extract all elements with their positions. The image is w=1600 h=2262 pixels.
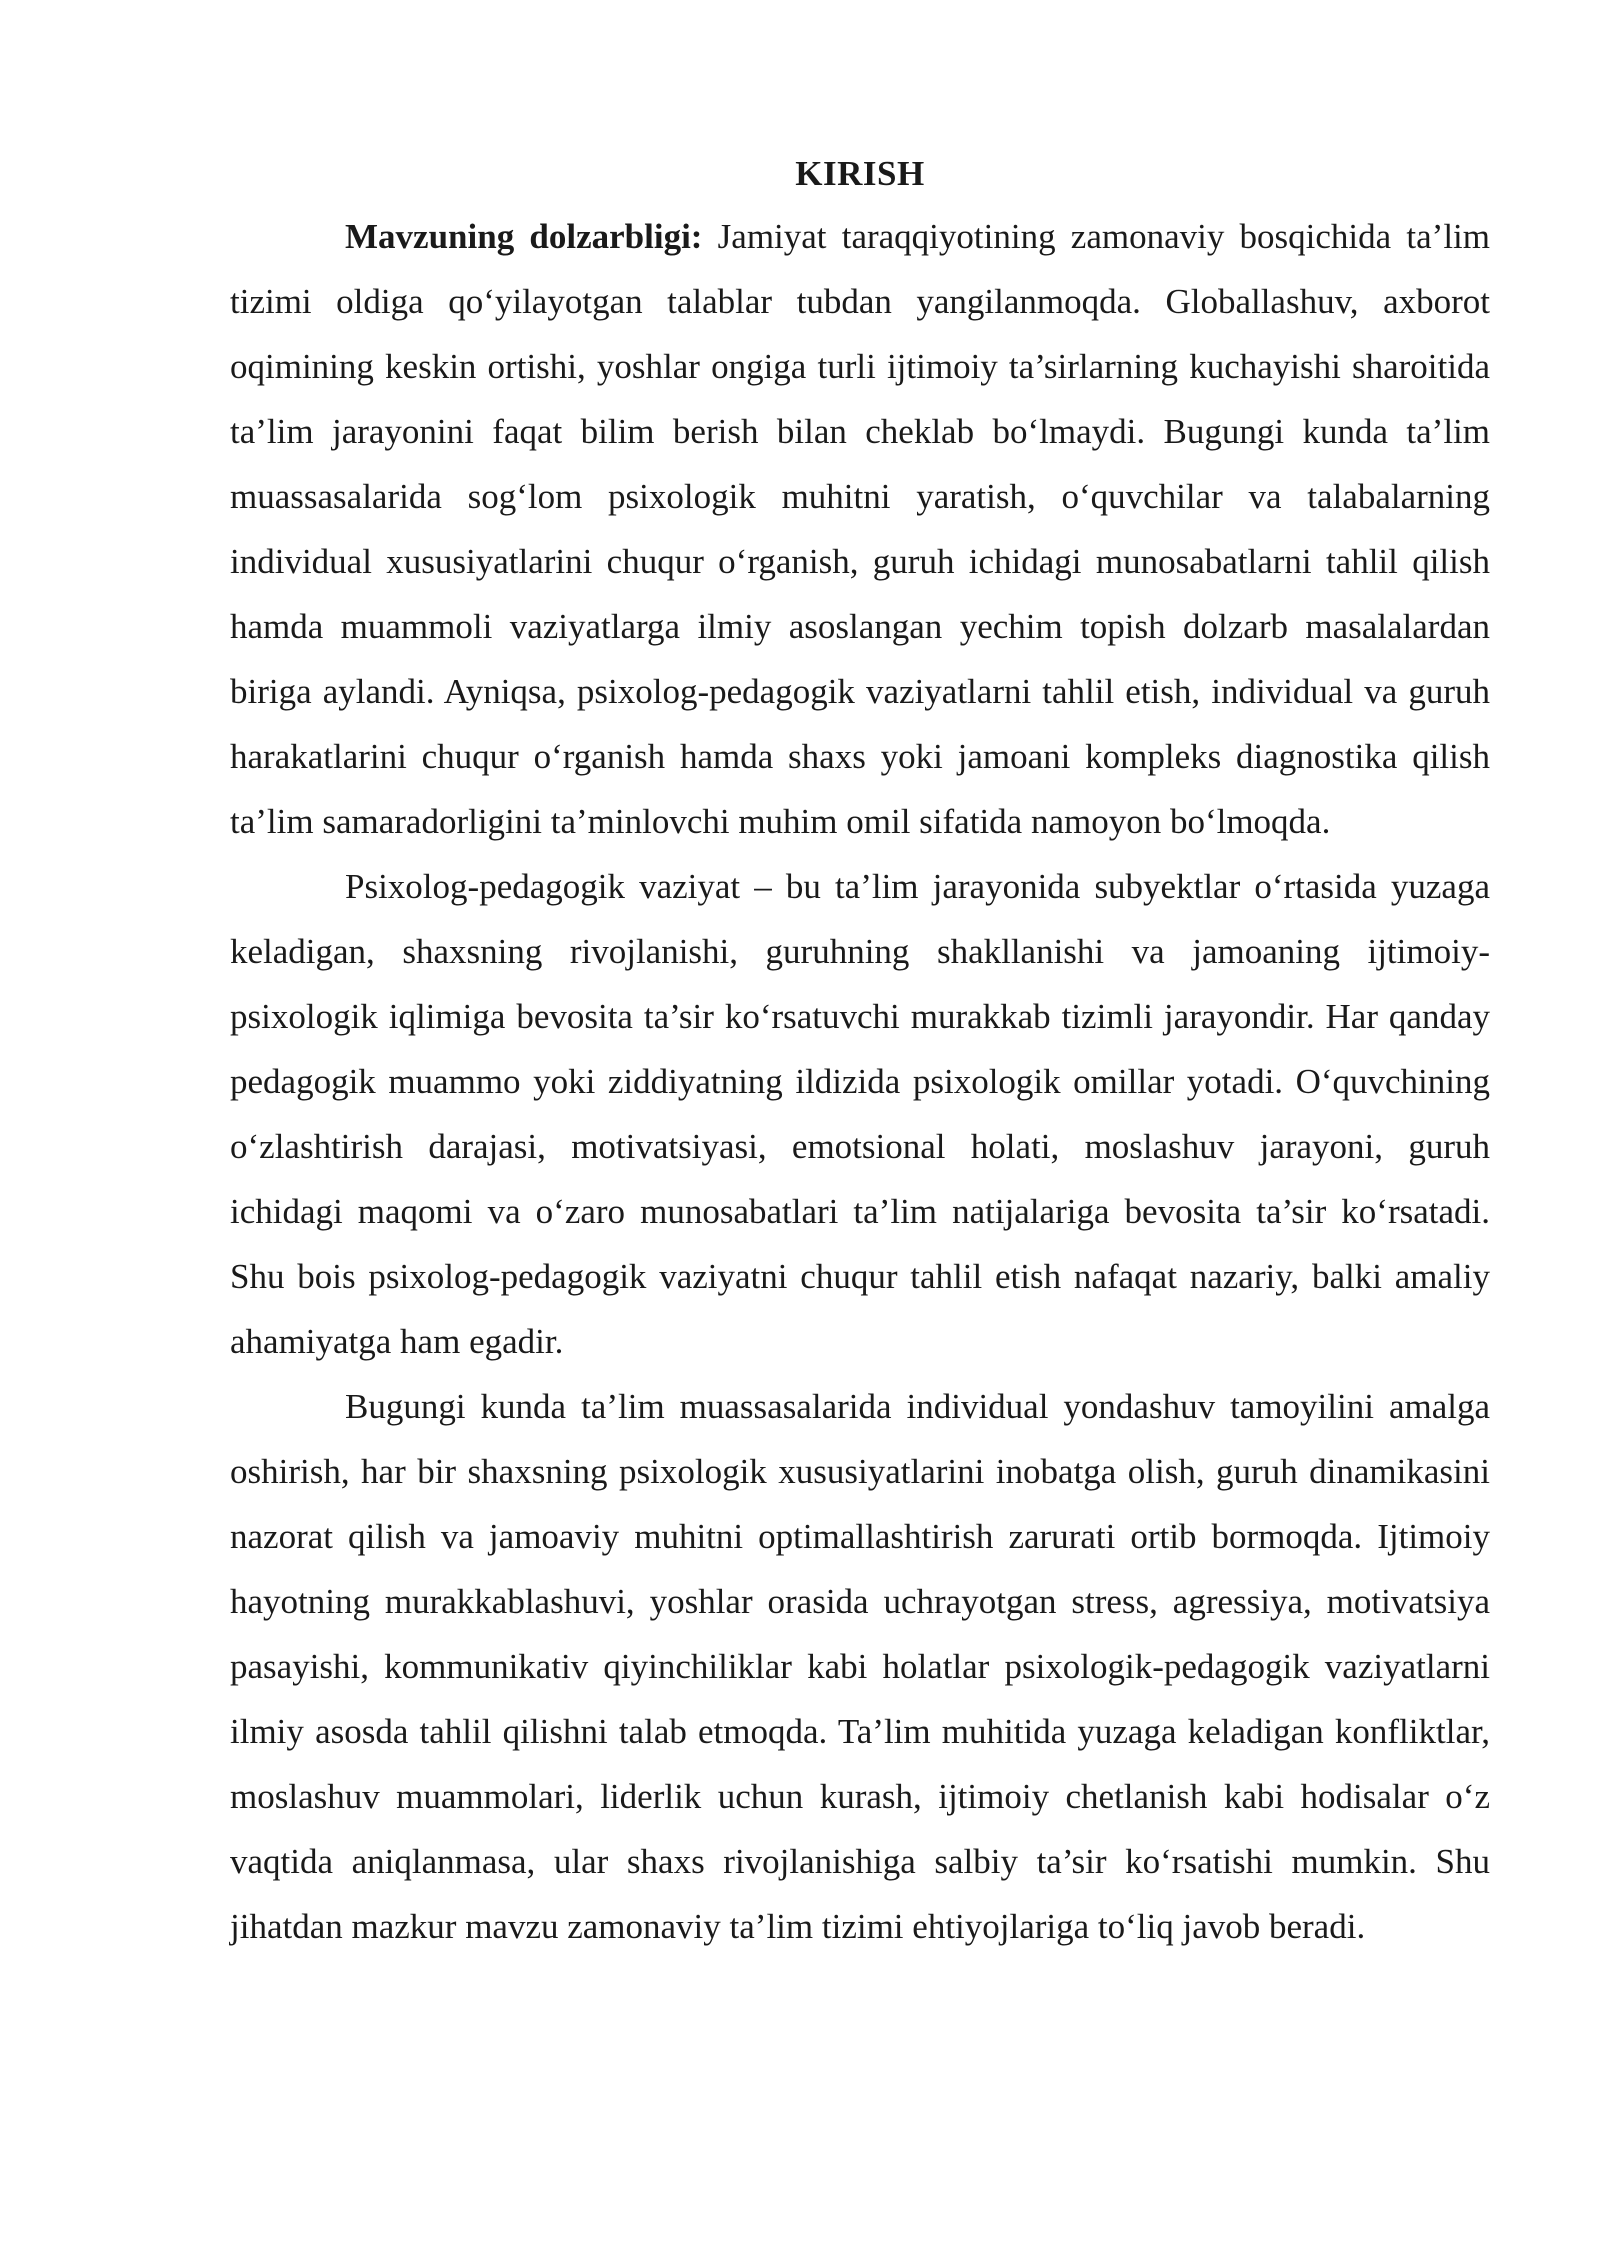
paragraph-text: Psixolog-pedagogik vaziyat – bu ta’lim jarayonida subyektlar o‘rtasida yuzaga keladigan, shaxsning rivojlanishi, guruhning shakllanishi va jamoaning ijtimoiy-psixologik iqlimiga bevosita ta’sir ko‘rsatuvchi murakkab tizimli jarayondir. Har qanday pedagogik muammo yoki ziddiyatning ildizida psixologik omillar yotadi. O‘quvchining o‘zlashtirish darajasi, motivatsiyasi, emotsional holati, moslashuv jarayoni, guruh ichidagi maqomi va o‘zaro munosabatlari ta’lim natijalariga bevosita ta’sir ko‘rsatadi. Shu bois psixolog-pedagogik vaziyatni chuqur tahlil etish nafaqat nazariy, balki amaliy ahamiyatga ham egadir. <box>230 867 1490 1361</box>
paragraph-text: Bugungi kunda ta’lim muassasalarida individual yondashuv tamoyilini amalga oshirish, har bir shaxsning psixologik xususiyatlarini inobatga olish, guruh dinamikasini nazorat qilish va jamoaviy muhitni optimallashtirish zarurati ortib bormoqda. Ijtimoiy hayotning murakkablashuvi, yoshlar orasida uchrayotgan stress, agressiya, motivatsiya pasayishi, kommunikativ qiyinchiliklar kabi holatlar psixologik-pedagogik vaziyatlarni ilmiy asosda tahlil qilishni talab etmoqda. Ta’lim muhitida yuzaga keladigan konfliktlar, moslashuv muammolari, liderlik uchun kurash, ijtimoiy chetlanish kabi hodisalar o‘z vaqtida aniqlanmasa, ular shaxs rivojlanishiga salbiy ta’sir ko‘rsatishi mumkin. Shu jihatdan mazkur mavzu zamonaviy ta’lim tizimi ehtiyojlariga to‘liq javob beradi. <box>230 1387 1490 1946</box>
paragraph-text: Jamiyat taraqqiyotining zamonaviy bosqichida ta’lim tizimi oldiga qo‘yilayotgan talablar tubdan yangilanmoqda. Globallashuv, axborot oqimining keskin ortishi, yoshlar ongiga turli ijtimoiy ta’sirlarning kuchayishi sharoitida ta’lim jarayonini faqat bilim berish bilan cheklab bo‘lmaydi. Bugungi kunda ta’lim muassasalarida sog‘lom psixologik muhitni yaratish, o‘quvchilar va talabalarning individual xususiyatlarini chuqur o‘rganish, guruh ichidagi munosabatlarni tahlil qilish hamda muammoli vaziyatlarga ilmiy asoslangan yechim topish dolzarb masalalardan biriga aylandi. Ayniqsa, psixolog-pedagogik vaziyatlarni tahlil etish, individual va guruh harakatlarini chuqur o‘rganish hamda shaxs yoki jamoani kompleks diagnostika qilish ta’lim samaradorligini ta’minlovchi muhim omil sifatida namoyon bo‘lmoqda. <box>230 217 1490 841</box>
page-title: KIRISH <box>795 154 925 193</box>
paragraph-individual-approach <box>230 1374 1490 1959</box>
paragraph-situation <box>230 854 1490 1374</box>
paragraph-relevance <box>230 204 1490 854</box>
paragraph-lead: Mavzuning dolzarbligi: <box>345 217 703 256</box>
document-body <box>230 148 1490 1959</box>
